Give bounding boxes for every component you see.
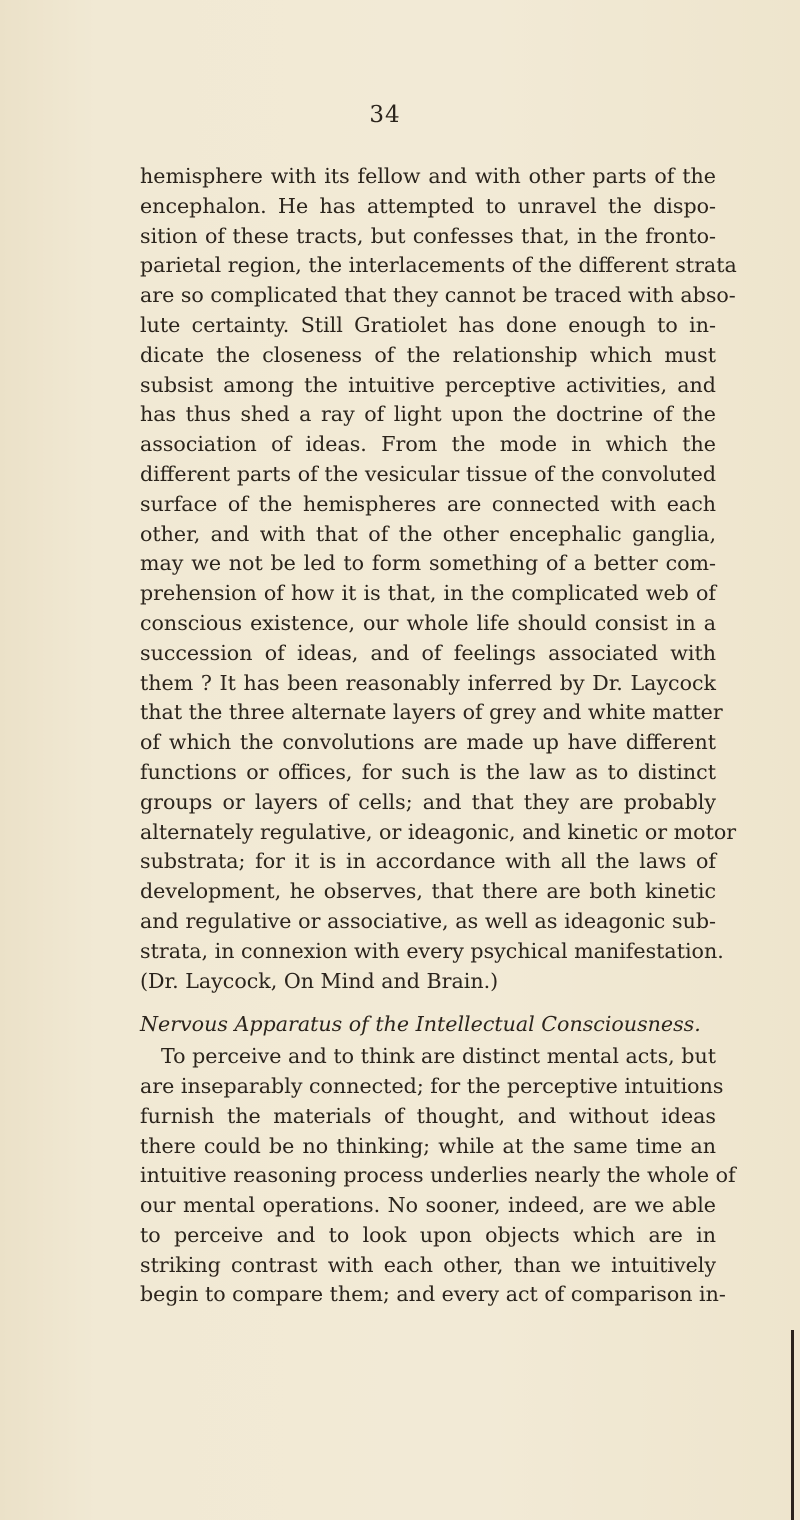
text-line: and regulative or associative, as well as ideagonic sub- bbox=[140, 908, 716, 933]
text-line: are inseparably connected; for the perceptive intuitions bbox=[140, 1073, 724, 1098]
text-line: parietal region, the interlacements of the different strata bbox=[140, 253, 737, 278]
text-line: lute certainty. Still Gratiolet has done enough to in- bbox=[140, 312, 716, 337]
text-line: functions or offices, for such is the law as to distinct bbox=[140, 759, 716, 784]
text-line: that the three alternate layers of grey and white matter bbox=[140, 700, 723, 725]
text-line: substrata; for it is in accordance with all the laws of bbox=[140, 849, 716, 874]
text-line: different parts of the vesicular tissue of the convoluted bbox=[140, 461, 716, 486]
text-line: begin to compare them; and every act of comparison in- bbox=[140, 1282, 726, 1307]
text-line: hemisphere with its fellow and with other parts of the bbox=[140, 164, 716, 188]
section-heading: Nervous Apparatus of the Intellectual Consciousness. bbox=[140, 1012, 701, 1037]
text-line: striking contrast with each other, than we intuitively bbox=[140, 1252, 716, 1277]
text-line: sition of these tracts, but confesses that, in the fronto- bbox=[140, 223, 716, 248]
text-line: to perceive and to look upon objects which are in bbox=[140, 1222, 716, 1247]
text-line: are so complicated that they cannot be traced with abso- bbox=[140, 283, 736, 308]
text-line: there could be no thinking; while at the same time an bbox=[140, 1133, 716, 1158]
text-line: has thus shed a ray of light upon the doctrine of the bbox=[140, 402, 716, 427]
page-body bbox=[140, 162, 737, 1310]
text-line: may we not be led to form something of a better com- bbox=[140, 551, 716, 576]
text-line: (Dr. Laycock, On Mind and Brain.) bbox=[140, 968, 499, 993]
text-line: furnish the materials of thought, and without ideas bbox=[140, 1103, 716, 1128]
page-number: 34 bbox=[369, 102, 401, 128]
text-line: conscious existence, our whole life should consist in a bbox=[140, 610, 716, 635]
text-line: succession of ideas, and of feelings associated with bbox=[140, 640, 716, 665]
text-line: strata, in connexion with every psychical manifestation. bbox=[140, 938, 724, 963]
text-line: other, and with that of the other encephalic ganglia, bbox=[140, 521, 716, 546]
text-line: subsist among the intuitive perceptive activities, and bbox=[140, 372, 716, 397]
paragraph-2 bbox=[140, 1042, 736, 1310]
text-line: To perceive and to think are distinct mental acts, but bbox=[161, 1044, 716, 1069]
text-line: of which the convolutions are made up have different bbox=[140, 730, 716, 755]
text-line: surface of the hemispheres are connected with each bbox=[140, 491, 716, 516]
text-line: prehension of how it is that, in the complicated web of bbox=[140, 581, 716, 606]
text-line: alternately regulative, or ideagonic, and kinetic or motor bbox=[140, 819, 737, 844]
text-line: our mental operations. No sooner, indeed, are we able bbox=[140, 1193, 716, 1218]
text-line: intuitive reasoning process underlies nearly the whole of bbox=[140, 1163, 736, 1188]
text-line: groups or layers of cells; and that they are probably bbox=[140, 789, 716, 814]
text-line: dicate the closeness of the relationship which must bbox=[140, 342, 716, 367]
paragraph-1 bbox=[140, 162, 737, 996]
text-line: them ? It has been reasonably inferred by Dr. Laycock bbox=[140, 670, 716, 695]
text-line: development, he observes, that there are both kinetic bbox=[140, 879, 716, 904]
page-edge-shadow bbox=[791, 1330, 794, 1520]
text-line: association of ideas. From the mode in which the bbox=[140, 432, 716, 457]
text-line: encephalon. He has attempted to unravel the dispo- bbox=[140, 193, 716, 218]
